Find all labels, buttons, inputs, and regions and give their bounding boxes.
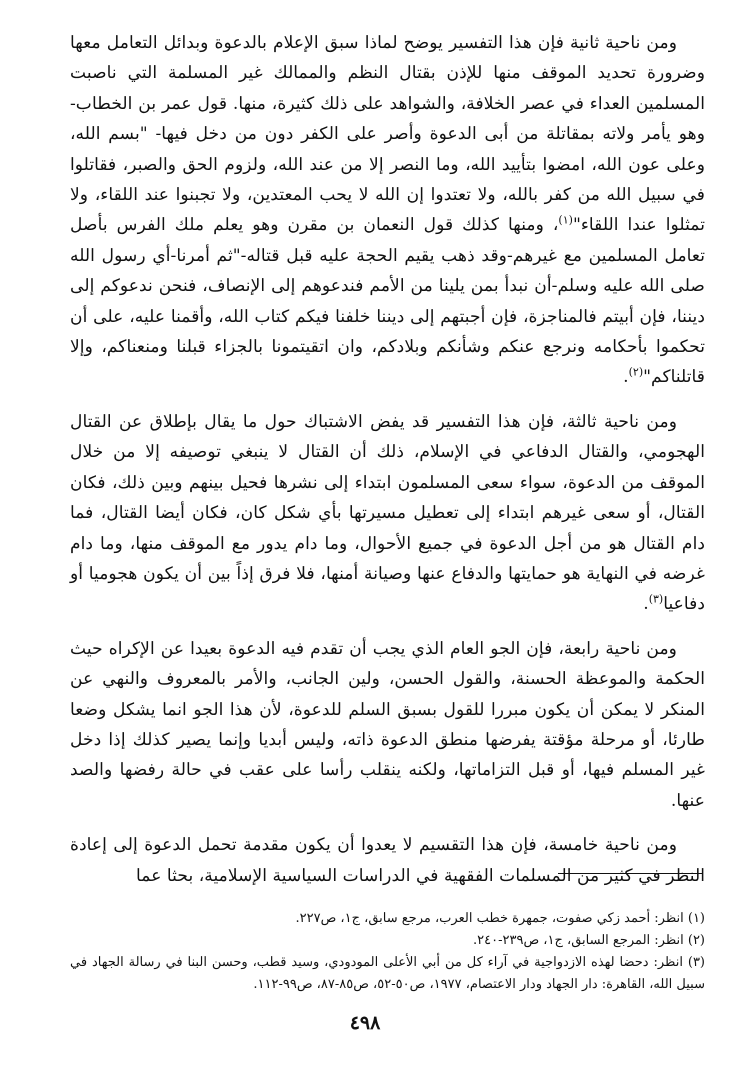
footnote-ref-1: (١) xyxy=(558,213,573,227)
footnote-3: (٣) انظر: دحضا لهذه الازدواجية في آراء كل من أبي الأعلى المودودي، وسيد قطب، وحسن البنا في رسالة الجهاد في سبيل الله، القاهرة: دار الجهاد ودار الاعتصام، ١٩٧٧، ص٥٠-٥٢، ص٨٥-٨٧، ص٩٩-١١٢. xyxy=(70,955,705,992)
body-text xyxy=(70,28,705,905)
paragraph-1-text: ومن ناحية ثانية فإن هذا التفسير يوضح لماذا سبق الإعلام بالدعوة وبدائل التعامل معها وضرورة تحديد الموقف منها للإذن بقتال النظم والممالك غير المسلمة التي ناصبت المسلمين العداء في عصر الخلافة، والشواهد على ذلك كثيرة، منها. قول عمر بن الخطاب-وهو يأمر ولاته بمقاتلة من أبى الدعوة وأصر على الكفر دون من دخل فيها- "بسم الله، وعلى عون الله، امضوا بتأييد الله، وما النصر إلا من عند الله، ولزوم الحق والصبر، فقاتلوا في سبيل الله من كفر بالله، ولا تعتدوا إن الله لا يحب المعتدين، ولا تجبنوا عند اللقاء، ولا تمثلوا عندا اللقاء" xyxy=(70,33,705,236)
paragraph-4 xyxy=(70,830,705,891)
paragraph-2 xyxy=(70,407,705,620)
paragraph-4-text: ومن ناحية خامسة، فإن هذا التقسيم لا يعدوا أن يكون مقدمة تحمل الدعوة إلى إعادة النظر في كثير من المسلمات الفقهية في الدراسات السياسية الإسلامية، بحثا عما xyxy=(70,835,705,886)
footnote-1: (١) انظر: أحمد زكي صفوت، جمهرة خطب العرب، مرجع سابق، ج١، ص٢٢٧. xyxy=(295,911,705,926)
footnote-2: (٢) انظر: المرجع السابق، ج١، ص٢٣٩-٢٤٠. xyxy=(473,933,705,948)
paragraph-1-end: . xyxy=(623,367,629,388)
page-number: ٤٩٨ xyxy=(349,1012,381,1034)
paragraph-3-text: ومن ناحية رابعة، فإن الجو العام الذي يجب أن تقدم فيه الدعوة بعيدا عن الإكراه حيث الحكمة والموعظة الحسنة، والقول الحسن، ولين الجانب، والأمر بالمعروف والنهي عن المنكر لا يمكن أن يكون مبررا للقول بسبق السلم للدعوة، لأن هذا الجو انما يشكل وضعا طارئا، أو مرحلة مؤقتة يفرضها منطق الدعوة ذاته، وليس أبديا وإنما يصير كذلك إذا دخل غير المسلم فيها، أو قبل التزاماتها، ولكنه ينقلب رأسا على عقب في حالة رفضها والصد عنها. xyxy=(70,638,705,811)
footnote-ref-3: (٣) xyxy=(648,592,664,606)
paragraph-2-end: . xyxy=(643,594,649,615)
footnote-divider xyxy=(558,873,703,874)
paragraph-1 xyxy=(70,28,705,393)
paragraph-2-text: ومن ناحية ثالثة، فإن هذا التفسير قد يفض الاشتباك حول ما يقال بإطلاق عن القتال الهجومي، والقتال الدفاعي في الإسلام، ذلك أن القتال لا ينبغي توصيفه إلا من خلال الموقف من الدعوة، سواء سعى المسلمون ابتداء إلى نشرها فحيل بينهم وبين ذلك، فكان القتال، أو سعى غيرهم ابتداء إلى تعطيل مسيرتها بأي شكل كان، فكان أيضا القتال، فما دام القتال هو من أجل الدعوة في جميع الأحوال، وما دام يدور مع الموقف منها، وما دام غرضه في النهاية هو حمايتها والدفاع عنها وصيانة أمنها، فلا فرق إذاً بين أن يكون هجوميا أو دفاعيا xyxy=(70,411,705,615)
footnote-ref-2: (٢) xyxy=(628,365,644,379)
paragraph-1-text-after: ، ومنها كذلك قول النعمان بن مقرن وهو يعلم ملك الفرس بأصل تعامل المسلمين مع غيرهم-وقد ذهب يقيم الحجة عليه قبل قتاله-"ثم أمرنا-أي رسول الله صلى الله عليه وسلم-أن نبدأ بمن يلينا من الأمم فندعوهم إلى الإنصاف، فنحن ندعوكم إلى ديننا، فإن أبيتم فالمناجزة، فإن أجبتهم إلى ديننا خلفنا فيكم كتاب الله، وأقمنا عليه، على أن تحكموا بأحكامه ونرجع عنكم وشأنكم وبلادكم، وان اتقيتمونا بالجزاء قبلنا ومنعناكم، وإلا قاتلناكم" xyxy=(70,215,705,388)
footnotes xyxy=(70,908,705,996)
paragraph-3 xyxy=(70,634,705,816)
